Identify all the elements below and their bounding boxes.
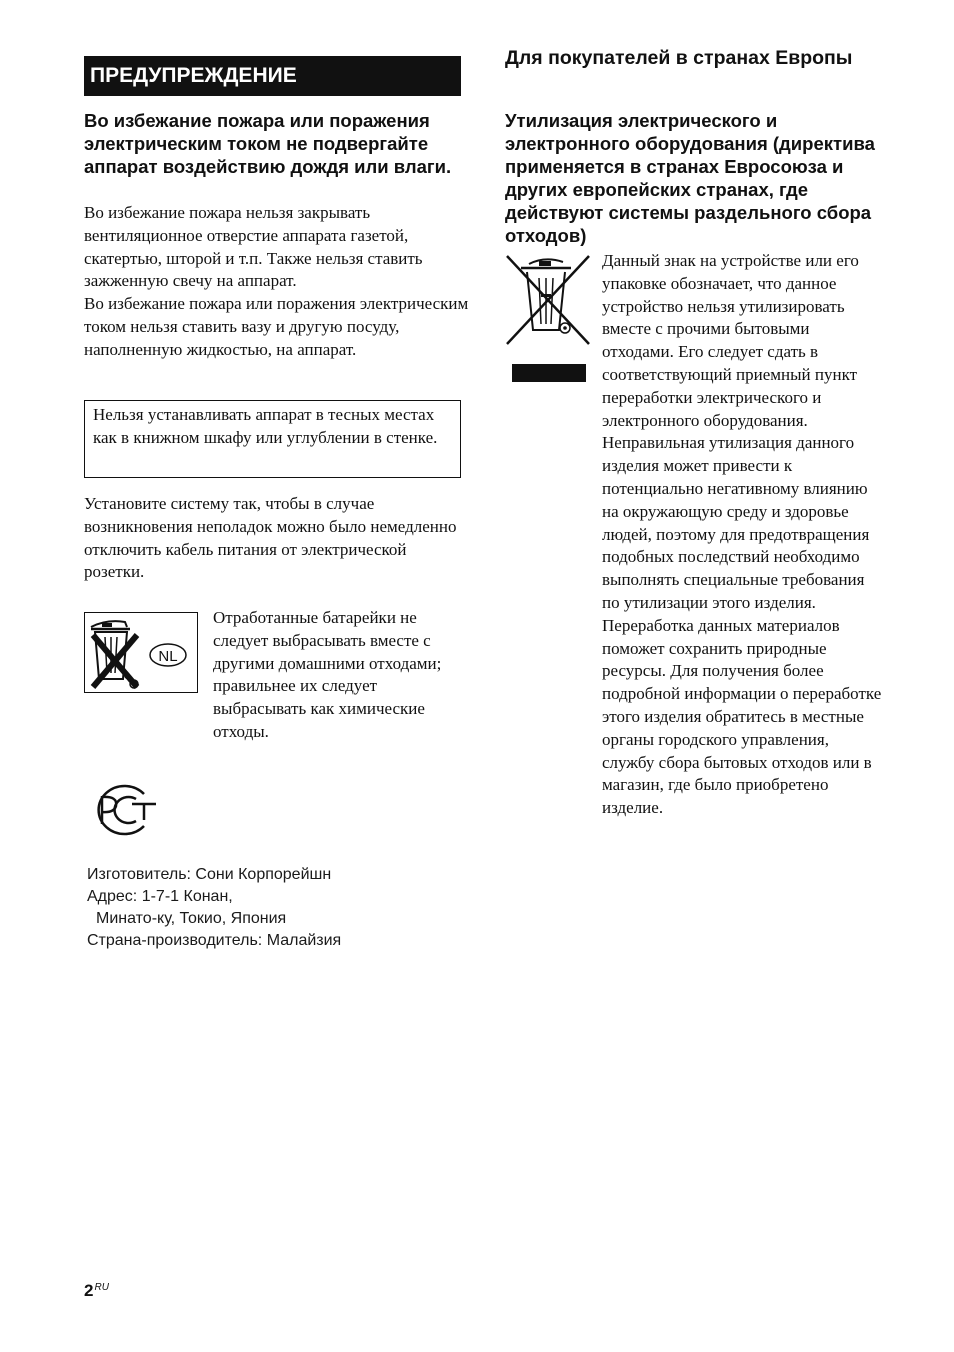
placement-notice-text: Нельзя устанавливать аппарат в тесных местах как в книжном шкафу или углублении в стенке. (93, 405, 438, 447)
fire-warning-text (84, 202, 469, 362)
address-city-line: Минато-ку, Токио, Япония (96, 910, 287, 927)
crossed-out-battery-bin-icon (85, 613, 197, 692)
battery-paragraph: Отработанные батарейки не следует выбрасывать вместе с другими домашними отходами; правильнее их следует выбрасывать как химические отходы. (213, 608, 442, 741)
nl-label: NL (158, 648, 178, 665)
install-paragraph: Установите систему так, чтобы в случае возникновения неполадок можно было немедленно отключить кабель питания от электрической розетки. (84, 494, 457, 582)
warning-banner: ПРЕДУПРЕЖДЕНИЕ (84, 56, 461, 96)
crossed-out-wheelie-bin-icon (503, 254, 593, 384)
weee-symbol (503, 254, 593, 384)
manufacturer-line: Изготовитель: Сони Корпорейшн (87, 866, 332, 883)
eu-customers-heading: Для покупателей в странах Европы (505, 47, 853, 69)
weee-paragraph: Данный знак на устройстве или его упаковке обозначает, что данное устройство нельзя утилизировать вместе с прочими бытовыми отходами. Его следует сдать в соответствующий приемный пункт переработки электрического и электронного оборудования. Неправильная утилизация данного изделия может привести к потенциально негативному влиянию на окружающую среду и здоровье людей, поэтому для предотвращения подобных последствий необходимо выполнять специальные требования по утилизации этого изделия. Переработка данных материалов поможет сохранить природные ресурсы. Для получения более подробной информации о переработке этого изделия обратитесь в местные органы городского управления, службу сбора бытовых отходов или в магазин, где было приобретено изделие. (602, 251, 882, 818)
fire-paragraph-1: Во избежание пожара нельзя закрывать вентиляционное отверстие аппарата газетой, скатертью, шторой и т.п. Также нельзя ставить зажженную свечу на аппарат. (84, 203, 423, 291)
battery-disposal-symbol (84, 612, 198, 693)
rst-certification-mark (88, 782, 160, 836)
page-number (84, 1281, 109, 1301)
weee-heading: Утилизация электрического и электронного оборудования (директива применяется в странах Евросоюза и других европейских странах, где действуют системы раздельного сбора отходов) (505, 110, 875, 246)
language-code: RU (94, 1282, 109, 1293)
fire-paragraph-2: Во избежание пожара или поражения электрическим током нельзя ставить вазу и другую посуду, наполненную жидкостью, на аппарат. (84, 294, 469, 359)
address-line: Адрес: 1-7-1 Конан, (87, 888, 233, 905)
page-number-value: 2 (84, 1281, 94, 1300)
manufacturer-info (87, 864, 447, 952)
fire-warning-heading: Во избежание пожара или поражения электрическим током не подвергайте аппарат воздействию дождя или влаги. (84, 110, 452, 177)
rst-certification-mark-icon (88, 782, 160, 836)
country-line: Страна-производитель: Малайзия (87, 932, 342, 949)
placement-notice-box (84, 400, 461, 478)
